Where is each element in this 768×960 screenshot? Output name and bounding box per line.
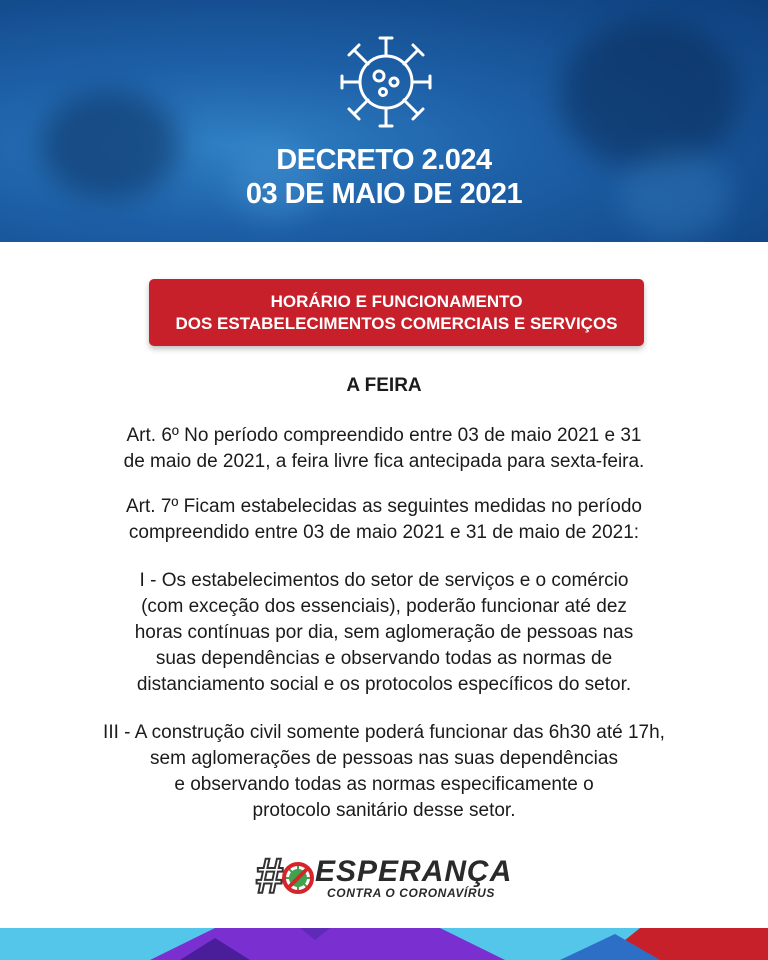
text-line: suas dependências e observando todas as normas de xyxy=(155,648,613,669)
section-title: A FEIRA xyxy=(346,375,422,396)
logo-word: ESPERANÇA xyxy=(315,855,513,888)
item-iii xyxy=(0,720,768,824)
decree-number: DECRETO 2.024 xyxy=(276,144,492,176)
text-line: (com exceção dos essenciais), poderão funcionar até dez xyxy=(141,596,627,617)
section-banner xyxy=(149,279,644,346)
text-line: Art. 6º No período compreendido entre 03 de maio 2021 e 31 xyxy=(126,425,642,446)
banner-line: DOS ESTABELECIMENTOS COMERCIAIS E SERVIÇOS xyxy=(175,313,618,333)
text-line: de maio de 2021, a feira livre fica antecipada para sexta-feira. xyxy=(123,451,645,472)
hero-header xyxy=(0,0,768,242)
banner-line: HORÁRIO E FUNCIONAMENTO xyxy=(270,291,523,311)
logo-tagline: CONTRA O CORONAVÍRUS xyxy=(327,886,495,900)
text-line: compreendido entre 03 de maio 2021 e 31 de maio de 2021: xyxy=(128,522,640,543)
no-virus-icon xyxy=(281,861,315,895)
text-line: I - Os estabelecimentos do setor de serviços e o comércio xyxy=(139,570,629,591)
article-7 xyxy=(0,494,768,546)
text-line: Art. 7º Ficam estabelecidas as seguintes medidas no período xyxy=(126,496,642,517)
hashtag-symbol: # xyxy=(255,848,283,904)
item-i xyxy=(0,568,768,698)
text-line: protocolo sanitário desse setor. xyxy=(252,800,516,821)
text-line: sem aglomerações de pessoas nas suas dependências xyxy=(150,748,618,769)
virus-icon xyxy=(334,30,438,134)
text-line: e observando todas as normas especificamente o xyxy=(174,774,594,795)
footer-stripe xyxy=(0,928,768,960)
esperanca-logo xyxy=(255,848,513,905)
text-line: horas contínuas por dia, sem aglomeração de pessoas nas xyxy=(134,622,634,643)
decree-date: 03 DE MAIO DE 2021 xyxy=(245,178,523,210)
article-6 xyxy=(0,423,768,475)
text-line: III - A construção civil somente poderá funcionar das 6h30 até 17h, xyxy=(103,722,665,743)
text-line: distanciamento social e os protocolos específicos do setor. xyxy=(136,674,632,695)
